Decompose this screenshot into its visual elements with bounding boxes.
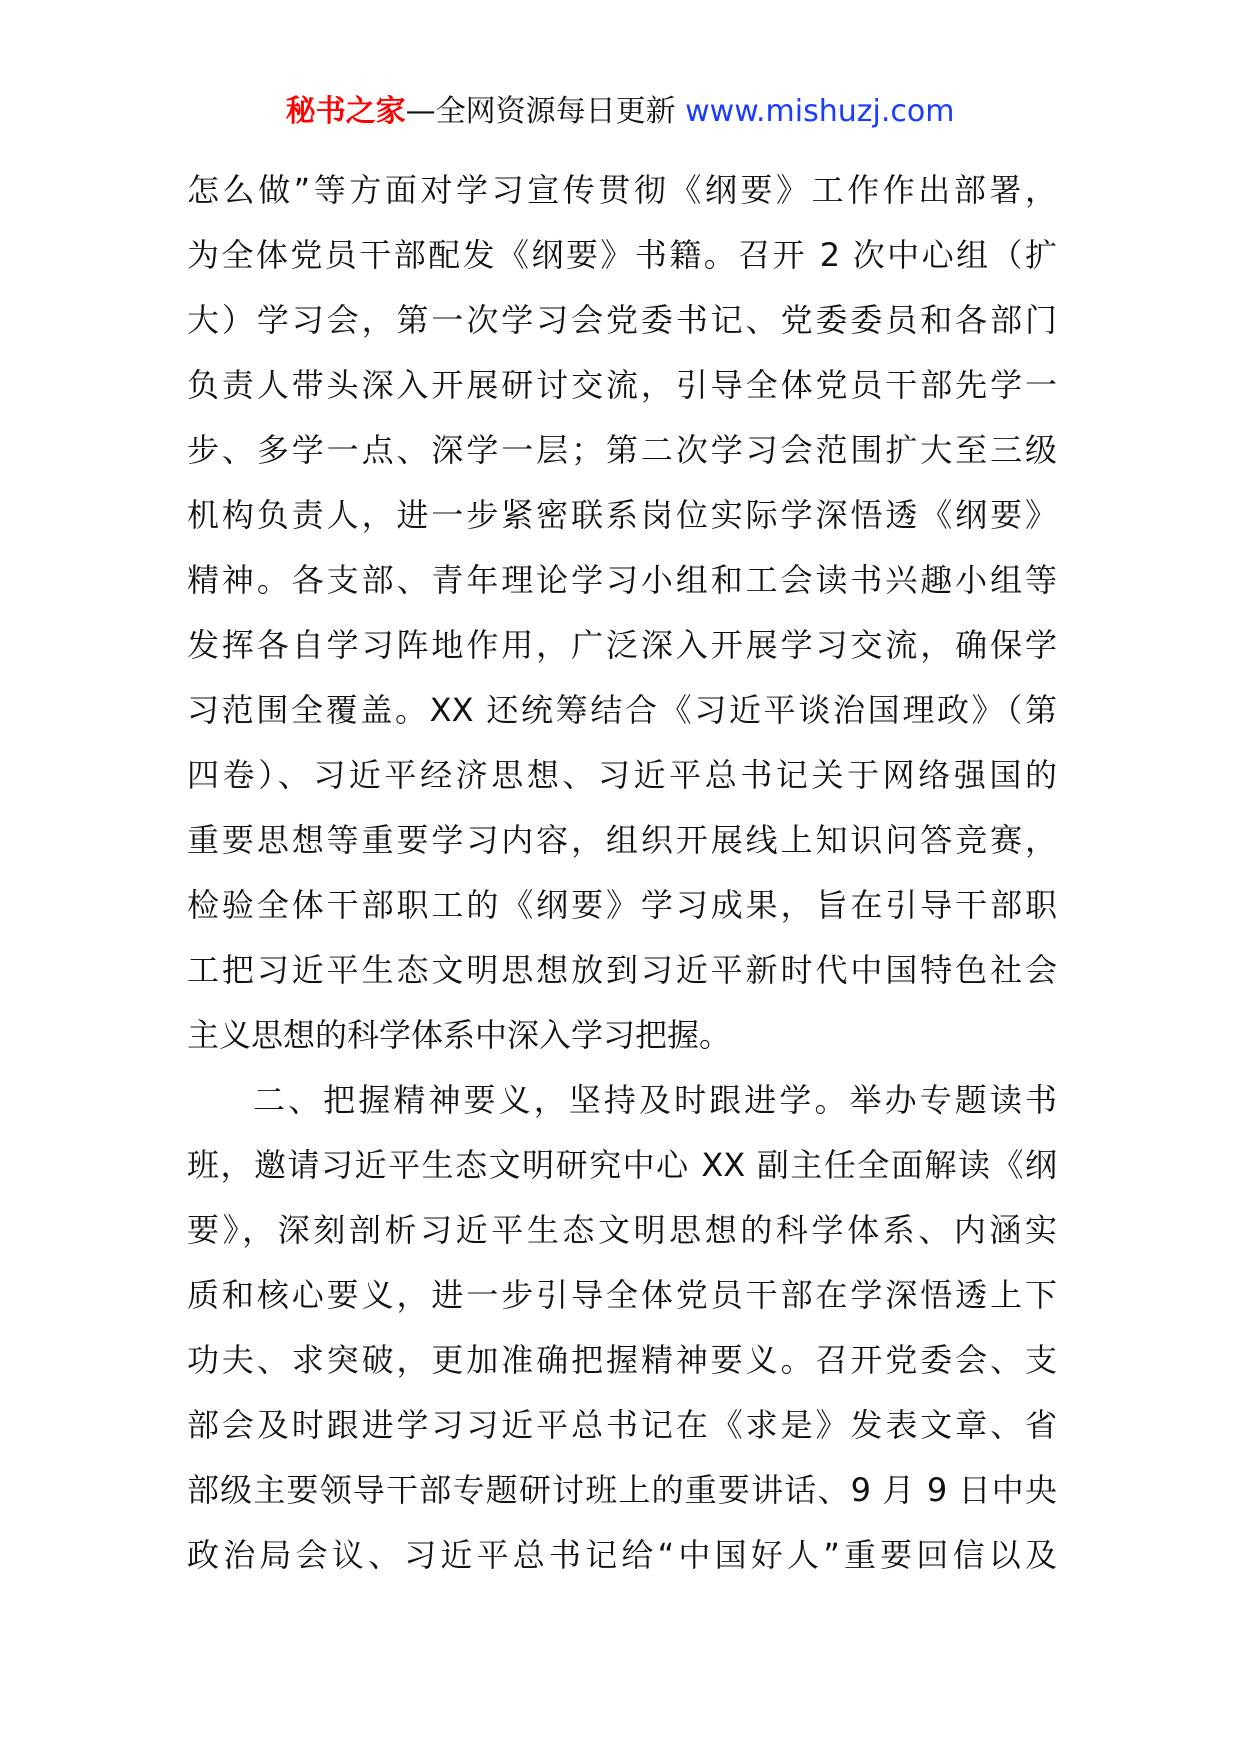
text-line: 部会及时跟进学习习近平总书记在《求是》发表文章、省 <box>187 1406 1057 1444</box>
text-line: 发挥各自学习阵地作用，广泛深入开展学习交流，确保学 <box>187 626 1057 664</box>
site-header <box>0 92 1240 132</box>
text-line: 质和核心要义，进一步引导全体党员干部在学深悟透上下 <box>187 1276 1057 1314</box>
text-line: 检验全体干部职工的《纲要》学习成果，旨在引导干部职 <box>187 886 1057 924</box>
site-url-link[interactable]: www.mishuzj.com <box>685 94 955 129</box>
text-line: 重要思想等重要学习内容，组织开展线上知识问答竞赛， <box>187 821 1057 859</box>
text-line: 负责人带头深入开展研讨交流，引导全体党员干部先学一 <box>187 366 1057 404</box>
paragraph-end-line: 主义思想的科学体系中深入学习把握。 <box>187 1016 732 1054</box>
document-body <box>187 158 1057 1588</box>
text-line: 机构负责人，进一步紧密联系岗位实际学深悟透《纲要》 <box>187 496 1057 534</box>
text-line: 要》，深刻剖析习近平生态文明思想的科学体系、内涵实 <box>187 1211 1057 1249</box>
section-heading-line: 二、把握精神要义，坚持及时跟进学。举办专题读书 <box>253 1081 1057 1119</box>
text-line: 部级主要领导干部专题研讨班上的重要讲话、9 月 9 日中央 <box>187 1471 1057 1509</box>
text-line: 怎么做”等方面对学习宣传贯彻《纲要》工作作出部署， <box>187 171 1057 209</box>
text-line: 步、多学一点、深学一层；第二次学习会范围扩大至三级 <box>187 431 1057 469</box>
text-line: 为全体党员干部配发《纲要》书籍。召开 2 次中心组（扩 <box>187 236 1057 274</box>
text-line: 工把习近平生态文明思想放到习近平新时代中国特色社会 <box>187 951 1057 989</box>
text-line: 班，邀请习近平生态文明研究中心 XX 副主任全面解读《纲 <box>187 1146 1057 1184</box>
site-brand: 秘书之家 <box>285 94 406 129</box>
text-line: 精神。各支部、青年理论学习小组和工会读书兴趣小组等 <box>187 561 1057 599</box>
text-line: 大）学习会，第一次学习会党委书记、党委委员和各部门 <box>187 301 1057 339</box>
text-line: 习范围全覆盖。XX 还统筹结合《习近平谈治国理政》（第 <box>187 691 1057 729</box>
text-line: 四卷）、习近平经济思想、习近平总书记关于网络强国的 <box>187 756 1057 794</box>
text-line: 功夫、求突破，更加准确把握精神要义。召开党委会、支 <box>187 1341 1057 1379</box>
text-line: 政治局会议、习近平总书记给“中国好人”重要回信以及 <box>187 1536 1057 1574</box>
site-tagline: —全网资源每日更新 <box>405 94 676 129</box>
